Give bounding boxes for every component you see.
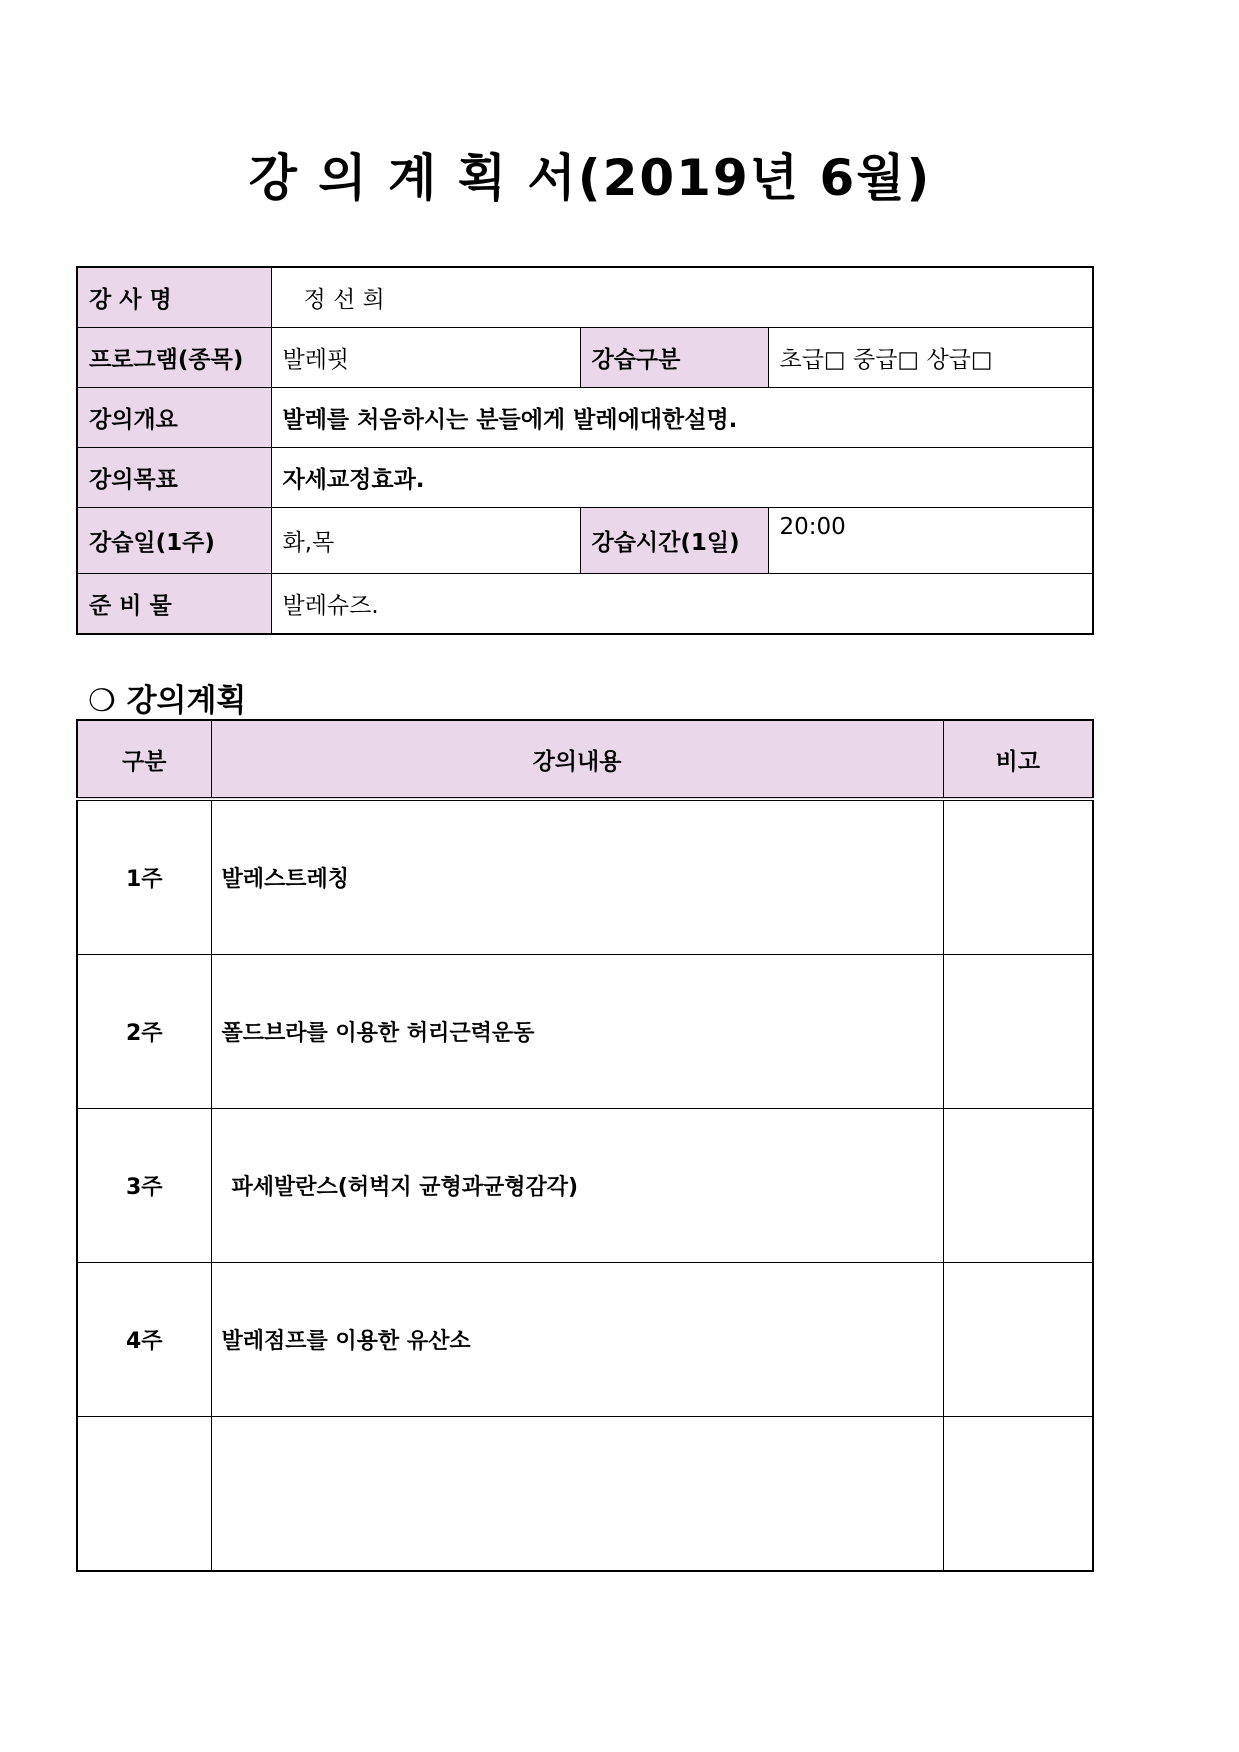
note-cell	[943, 1109, 1093, 1263]
supplies-value: 발레슈즈.	[271, 574, 1093, 635]
instructor-row	[77, 267, 1093, 328]
note-cell	[943, 955, 1093, 1109]
plan-header-row	[77, 720, 1093, 799]
content-cell: 파세발란스(허벅지 균형과균형감각)	[211, 1109, 943, 1263]
note-cell	[943, 799, 1093, 955]
program-value: 발레핏	[271, 328, 580, 388]
instructor-value: 정 선 희	[271, 267, 1093, 328]
content-header: 강의내용	[211, 720, 943, 799]
document-title: 강 의 계 획 서(2019년 6월)	[248, 149, 932, 207]
goal-row	[77, 448, 1093, 508]
note-header: 비고	[943, 720, 1093, 799]
table-row	[77, 1417, 1093, 1572]
note-cell	[943, 1417, 1093, 1572]
week-cell: 4주	[77, 1263, 211, 1417]
overview-label: 강의개요	[77, 388, 271, 448]
overview-row	[77, 388, 1093, 448]
week-cell: 3주	[77, 1109, 211, 1263]
supplies-label: 준 비 물	[77, 574, 271, 635]
note-cell	[943, 1263, 1093, 1417]
supplies-row	[77, 574, 1093, 635]
goal-label: 강의목표	[77, 448, 271, 508]
week-cell: 1주	[77, 799, 211, 955]
level-label: 강습구분	[580, 328, 768, 388]
program-row	[77, 328, 1093, 388]
info-table	[76, 266, 1094, 635]
instructor-label: 강 사 명	[77, 267, 271, 328]
plan-table	[76, 719, 1094, 1572]
table-row	[77, 955, 1093, 1109]
schedule-row	[77, 508, 1093, 574]
week-cell: 2주	[77, 955, 211, 1109]
goal-value: 자세교정효과.	[271, 448, 1093, 508]
time-value: 20:00	[768, 508, 1093, 574]
section-title: ❍ 강의계획	[88, 683, 247, 719]
overview-value: 발레를 처음하시는 분들에게 발레에대한설명.	[271, 388, 1093, 448]
content-cell: 폴드브라를 이용한 허리근력운동	[211, 955, 943, 1109]
week-header: 구분	[77, 720, 211, 799]
days-value: 화,목	[271, 508, 580, 574]
content-cell: 발레스트레칭	[211, 799, 943, 955]
program-label: 프로그램(종목)	[77, 328, 271, 388]
content-cell	[211, 1417, 943, 1572]
content-cell: 발레점프를 이용한 유산소	[211, 1263, 943, 1417]
table-row	[77, 1109, 1093, 1263]
week-cell	[77, 1417, 211, 1572]
time-label: 강습시간(1일)	[580, 508, 768, 574]
table-row	[77, 799, 1093, 955]
level-value: 초급□ 중급□ 상급□	[768, 328, 1093, 388]
table-row	[77, 1263, 1093, 1417]
days-label: 강습일(1주)	[77, 508, 271, 574]
